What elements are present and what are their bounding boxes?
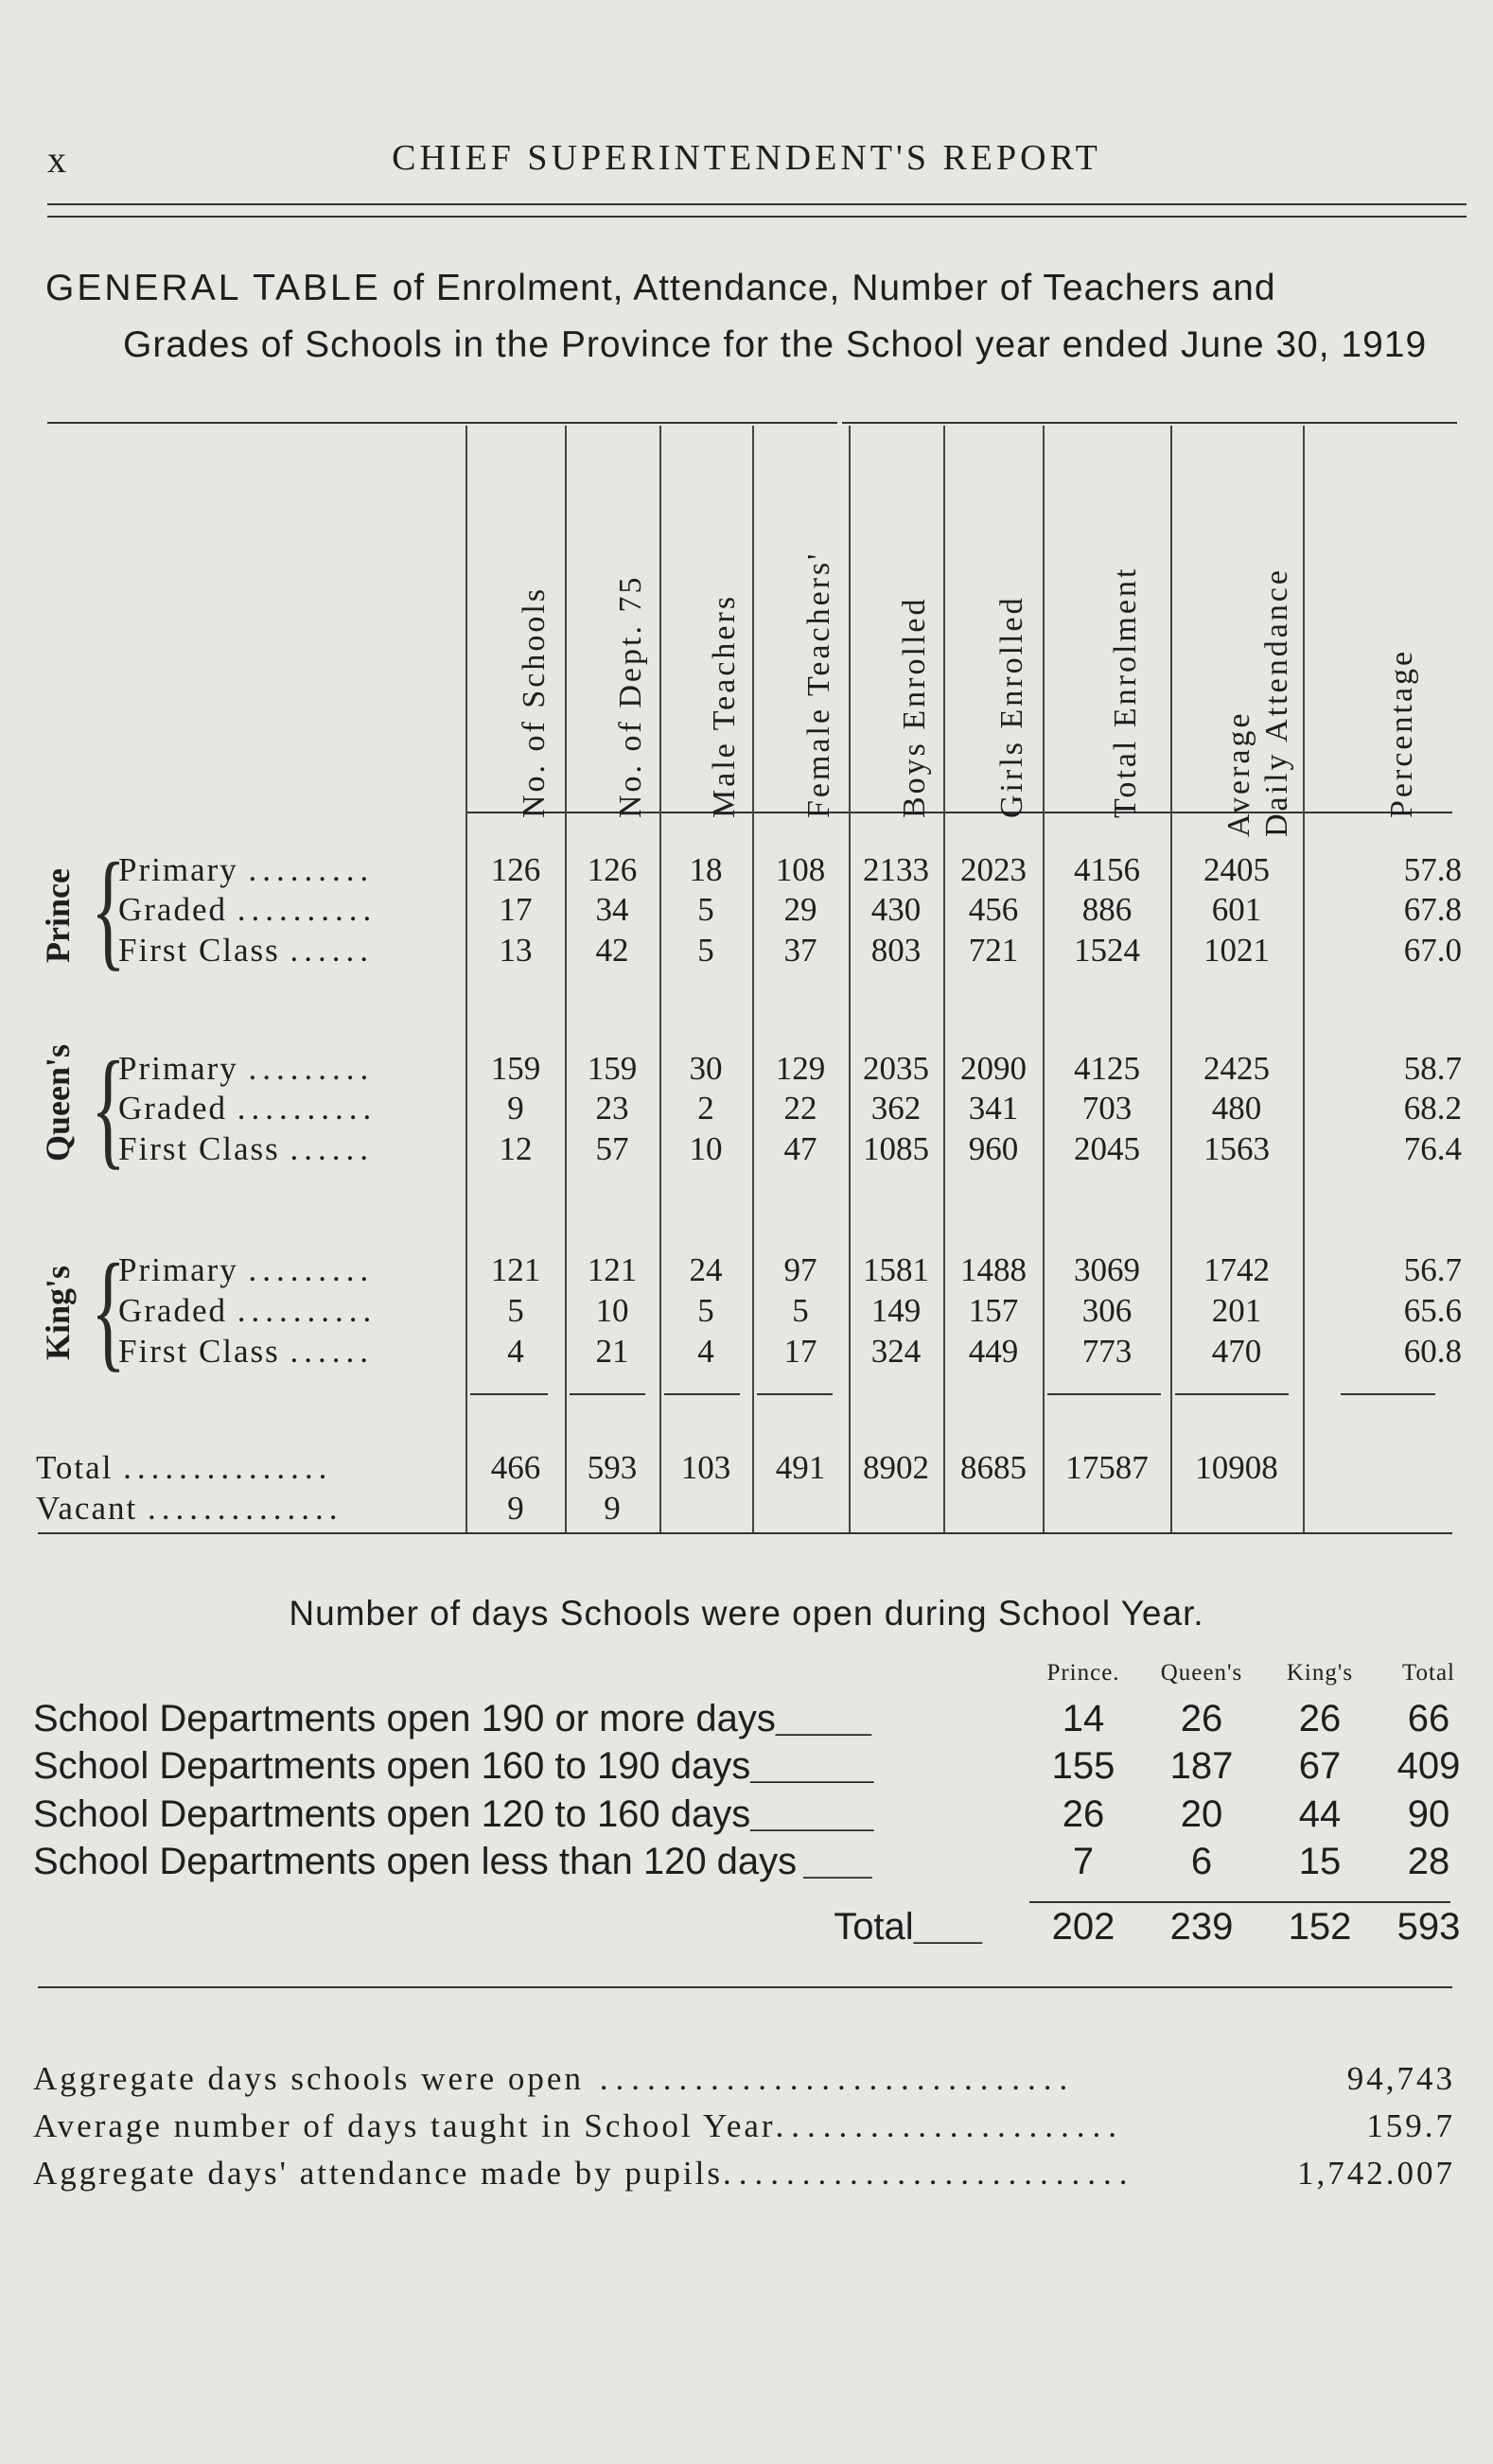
table-cell: 2 [697, 1090, 714, 1127]
row-label-queens-2 [118, 1130, 374, 1168]
table-cell: 4156 [1074, 851, 1140, 888]
row-label-vacant [36, 1490, 343, 1528]
days-cell: 187 [1169, 1745, 1234, 1787]
table-cell: 57.8 [1403, 851, 1462, 888]
table-cell: 5 [697, 932, 714, 969]
table-cell: 773 [1081, 1333, 1133, 1370]
row-label-queens-0 [118, 1050, 374, 1088]
table-cell: 121 [587, 1251, 638, 1288]
days-head-total: Total [1401, 1660, 1455, 1686]
aggregate-label [33, 2155, 1134, 2193]
table-cell: 1563 [1203, 1130, 1270, 1167]
table-cell: 5 [697, 891, 714, 928]
table-cell: 121 [490, 1251, 541, 1288]
table-cell: 157 [968, 1292, 1019, 1329]
leader-line: _____ [797, 1851, 872, 1879]
table-cell: 34 [595, 891, 629, 928]
table-cell: 159 [490, 1050, 541, 1087]
leader-dots: ......... [248, 1050, 375, 1087]
table-cell: 108 [775, 851, 826, 888]
days-head-queens: Queen's [1160, 1660, 1243, 1686]
table-cell: 4125 [1074, 1050, 1140, 1087]
table-cell: 803 [870, 932, 922, 969]
leader-dots: ......... [248, 851, 375, 888]
leader-dots: .............................. [583, 2060, 1076, 2097]
colhead-average-attendance: Average Daily Attendance [1221, 568, 1294, 837]
table-cell-total: 593 [587, 1449, 638, 1486]
table-cell: 129 [775, 1050, 826, 1087]
table-cell: 4 [507, 1333, 524, 1370]
subtotal-rule [664, 1393, 740, 1395]
header-rule-top [47, 203, 1467, 205]
table-cell: 60.8 [1403, 1333, 1462, 1370]
table-cell-vacant: 9 [604, 1490, 621, 1527]
leader-line: _______ [775, 1708, 872, 1737]
colhead-percentage: Percentage [1384, 648, 1419, 818]
leader-line: _________ [750, 1804, 874, 1832]
table-title-line-1 [45, 268, 1276, 309]
row-label-kings-0 [118, 1251, 374, 1289]
leader-dots: ......... [248, 1251, 375, 1288]
days-cell: 44 [1298, 1793, 1342, 1835]
col-divider [1303, 426, 1305, 1532]
col-divider [1043, 426, 1045, 1532]
subtotal-rule [470, 1393, 548, 1395]
table-cell: 362 [870, 1090, 922, 1127]
days-row-label-text: School Departments open 120 to 160 days [33, 1793, 751, 1835]
running-head: CHIEF SUPERINTENDENT'S REPORT [392, 138, 1101, 178]
days-cell: 409 [1396, 1745, 1461, 1787]
days-cell: 66 [1407, 1698, 1450, 1739]
table-cell: 159 [587, 1050, 638, 1087]
table-cell: 30 [689, 1050, 723, 1087]
table-cell: 430 [870, 891, 922, 928]
aggregate-label-text: Aggregate days schools were open [33, 2060, 584, 2097]
days-bottom-rule [38, 1986, 1452, 1988]
leader-dots: ............... [123, 1449, 333, 1486]
table-title-line-2: Grades of Schools in the Province for the School year ended June 30, 1919 [123, 324, 1428, 365]
county-label-kings: King's [39, 1265, 77, 1360]
colhead-total-enrolment: Total Enrolment [1108, 566, 1143, 818]
table-cell: 449 [968, 1333, 1019, 1370]
row-label-prince-0 [118, 851, 374, 889]
row-label-text: Primary [118, 1251, 238, 1288]
aggregate-label-text: Aggregate days' attendance made by pupils [33, 2155, 723, 2192]
table-top-rule-left [47, 422, 837, 424]
leader-dots: ...... [290, 1333, 375, 1370]
table-cell-total: 17587 [1065, 1449, 1149, 1486]
table-cell: 23 [595, 1090, 629, 1127]
table-cell: 456 [968, 891, 1019, 928]
subtotal-rule [1047, 1393, 1161, 1395]
header-rule-bottom [47, 216, 1467, 218]
table-cell: 10 [595, 1292, 629, 1329]
col-divider [1170, 426, 1172, 1532]
days-cell: 26 [1298, 1698, 1342, 1739]
days-cell: 90 [1407, 1793, 1450, 1835]
table-cell-total: 103 [680, 1449, 731, 1486]
table-cell: 9 [507, 1090, 524, 1127]
table-cell: 2045 [1074, 1130, 1140, 1167]
table-cell: 2425 [1203, 1050, 1270, 1087]
days-total-cell: 152 [1288, 1906, 1352, 1948]
table-cell: 18 [689, 851, 723, 888]
days-total-cell: 239 [1169, 1906, 1234, 1948]
row-label-text: First Class [118, 1130, 280, 1167]
days-row-label [33, 1793, 873, 1836]
leader-dots: ...... [290, 932, 375, 969]
colhead-girls: Girls Enrolled [994, 595, 1029, 818]
row-label-text: Total [36, 1449, 114, 1486]
colhead-dept: No. of Dept. 75 [613, 574, 648, 818]
table-cell-total: 491 [775, 1449, 826, 1486]
table-cell: 601 [1211, 891, 1262, 928]
row-label-text: Primary [118, 1050, 238, 1087]
table-cell: 149 [870, 1292, 922, 1329]
table-cell-total: 466 [490, 1449, 541, 1486]
aggregate-value: 159.7 [1366, 2107, 1455, 2144]
row-label-text: Graded [118, 1292, 228, 1329]
table-cell: 306 [1081, 1292, 1133, 1329]
table-cell: 65.6 [1403, 1292, 1462, 1329]
table-cell: 12 [499, 1130, 533, 1167]
table-bottom-rule [38, 1532, 1452, 1534]
leader-dots: .......... [237, 1090, 378, 1127]
row-label-kings-1 [118, 1292, 377, 1330]
table-cell: 22 [783, 1090, 817, 1127]
table-cell: 4 [697, 1333, 714, 1370]
leader-dots: .......................... [722, 2155, 1135, 2192]
days-table-title: Number of days Schools were open during School Year. [289, 1594, 1204, 1633]
row-label-text: Primary [118, 851, 238, 888]
row-label-total [36, 1449, 332, 1487]
table-cell: 1524 [1074, 932, 1140, 969]
table-cell: 5 [792, 1292, 809, 1329]
table-cell: 67.8 [1403, 891, 1462, 928]
row-label-text: Vacant [36, 1490, 138, 1527]
aggregate-label [33, 2060, 1075, 2098]
table-cell: 17 [783, 1333, 817, 1370]
col-divider [943, 426, 945, 1532]
table-cell: 201 [1211, 1292, 1262, 1329]
days-row-label [33, 1698, 871, 1740]
days-row-label-text: School Departments open 160 to 190 days [33, 1745, 751, 1787]
table-cell: 886 [1081, 891, 1133, 928]
col-divider [465, 426, 467, 1532]
table-cell: 42 [595, 932, 629, 969]
leader-dots: ...................... [775, 2107, 1125, 2144]
table-title-rest: of Enrolment, Attendance, Number of Teachers and [380, 268, 1276, 308]
table-cell: 341 [968, 1090, 1019, 1127]
days-total-label-text: Total [834, 1906, 914, 1948]
table-cell: 126 [587, 851, 638, 888]
subtotal-rule [570, 1393, 645, 1395]
table-cell: 76.4 [1403, 1130, 1462, 1167]
table-cell: 1085 [863, 1130, 929, 1167]
table-cell: 97 [783, 1251, 817, 1288]
table-cell: 17 [499, 891, 533, 928]
row-label-queens-1 [118, 1090, 377, 1127]
table-cell: 1021 [1203, 932, 1270, 969]
table-cell-total: 8902 [863, 1449, 929, 1486]
days-total-rule [1029, 1901, 1450, 1903]
table-title-bold: GENERAL TABLE [45, 268, 381, 308]
colhead-boys: Boys Enrolled [897, 596, 932, 818]
subtotal-rule [1341, 1393, 1435, 1395]
days-row-label [33, 1745, 873, 1788]
days-cell: 28 [1407, 1841, 1450, 1882]
days-row-label-text: School Departments open 190 or more days [33, 1698, 776, 1739]
row-label-prince-2 [118, 932, 374, 970]
table-cell: 2405 [1203, 851, 1270, 888]
aggregate-value: 1,742.007 [1297, 2155, 1455, 2192]
table-cell: 57 [595, 1130, 629, 1167]
brace-prince: { [91, 836, 126, 983]
days-row-label [33, 1841, 872, 1883]
table-cell: 1742 [1203, 1251, 1270, 1288]
days-head-kings: King's [1286, 1660, 1354, 1686]
leader-dots: .......... [237, 891, 378, 928]
days-total-cell: 202 [1051, 1906, 1115, 1948]
aggregate-value: 94,743 [1346, 2060, 1455, 2097]
table-cell: 480 [1211, 1090, 1262, 1127]
days-row-label-text: School Departments open less than 120 days [33, 1841, 798, 1882]
table-cell: 721 [968, 932, 1019, 969]
page-number: x [47, 138, 66, 181]
table-cell: 37 [783, 932, 817, 969]
subtotal-rule [757, 1393, 833, 1395]
table-cell: 3069 [1074, 1251, 1140, 1288]
table-cell: 960 [968, 1130, 1019, 1167]
leader-dots: .......... [237, 1292, 378, 1329]
table-cell: 68.2 [1403, 1090, 1462, 1127]
row-label-kings-2 [118, 1333, 374, 1371]
table-cell: 13 [499, 932, 533, 969]
days-cell: 155 [1051, 1745, 1115, 1787]
table-cell: 2035 [863, 1050, 929, 1087]
days-cell: 26 [1062, 1793, 1105, 1835]
brace-queens: { [91, 1035, 126, 1181]
days-total-label [834, 1906, 982, 1948]
row-label-text: Graded [118, 1090, 228, 1127]
leader-line: _____ [913, 1916, 982, 1945]
days-total-cell: 593 [1396, 1906, 1461, 1948]
days-cell: 14 [1062, 1698, 1105, 1739]
table-cell: 58.7 [1403, 1050, 1462, 1087]
row-label-text: First Class [118, 1333, 280, 1370]
table-cell: 126 [490, 851, 541, 888]
table-cell: 47 [783, 1130, 817, 1167]
table-cell: 56.7 [1403, 1251, 1462, 1288]
aggregate-label-text: Average number of days taught in School Year [33, 2107, 776, 2144]
colhead-male-teachers: Male Teachers [707, 593, 742, 818]
days-cell: 7 [1072, 1841, 1095, 1882]
county-label-queens: Queen's [39, 1043, 77, 1162]
table-cell: 470 [1211, 1333, 1262, 1370]
subtotal-rule [1175, 1393, 1289, 1395]
table-cell: 29 [783, 891, 817, 928]
colhead-schools: No. of Schools [517, 585, 552, 818]
leader-dots: .............. [147, 1490, 343, 1527]
table-cell: 1488 [960, 1251, 1027, 1288]
table-top-rule-right [842, 422, 1457, 424]
table-cell: 1581 [863, 1251, 929, 1288]
row-label-text: First Class [118, 932, 280, 969]
days-cell: 6 [1190, 1841, 1213, 1882]
row-label-prince-1 [118, 891, 377, 929]
table-cell-vacant: 9 [507, 1490, 524, 1527]
days-cell: 20 [1180, 1793, 1223, 1835]
table-cell-total: 10908 [1195, 1449, 1278, 1486]
table-cell-total: 8685 [960, 1449, 1027, 1486]
brace-kings: { [91, 1237, 126, 1384]
county-label-prince: Prince [39, 868, 77, 963]
col-divider [752, 426, 754, 1532]
colhead-female-teachers: Female Teachers' [801, 550, 836, 818]
days-cell: 15 [1298, 1841, 1342, 1882]
table-cell: 2090 [960, 1050, 1027, 1087]
table-cell: 5 [507, 1292, 524, 1329]
table-cell: 5 [697, 1292, 714, 1329]
leader-dots: ...... [290, 1130, 375, 1167]
table-cell: 703 [1081, 1090, 1133, 1127]
leader-line: _________ [750, 1756, 874, 1784]
row-label-text: Graded [118, 891, 228, 928]
table-cell: 67.0 [1403, 932, 1462, 969]
table-cell: 2023 [960, 851, 1027, 888]
table-cell: 10 [689, 1130, 723, 1167]
table-cell: 24 [689, 1251, 723, 1288]
aggregate-label [33, 2107, 1124, 2145]
days-cell: 26 [1180, 1698, 1223, 1739]
table-cell: 2133 [863, 851, 929, 888]
table-cell: 21 [595, 1333, 629, 1370]
table-cell: 324 [870, 1333, 922, 1370]
days-cell: 67 [1298, 1745, 1342, 1787]
days-head-prince: Prince. [1046, 1660, 1120, 1686]
